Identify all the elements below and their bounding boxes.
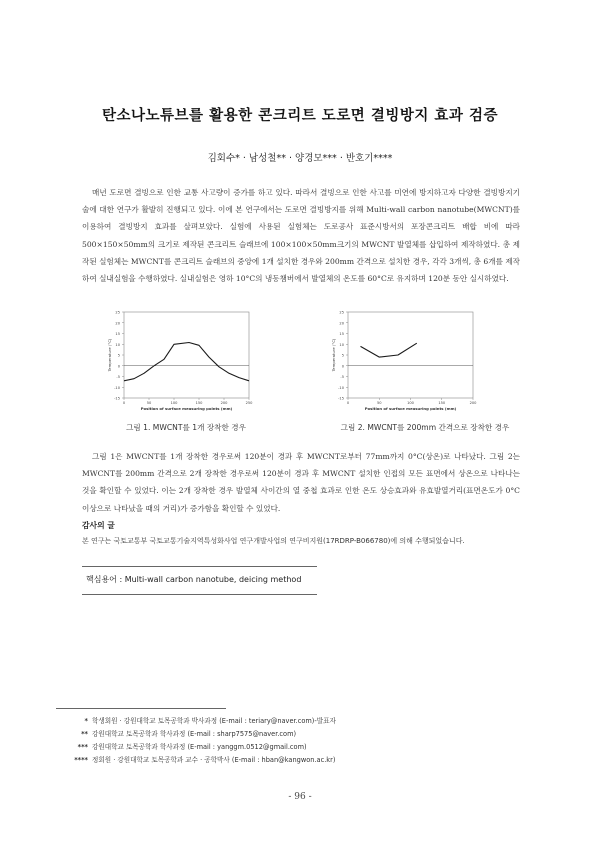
x-tick-label: 200	[220, 401, 228, 405]
y-tick-label: 0	[341, 364, 344, 369]
keywords-bottom-rule	[82, 594, 317, 595]
footnote-item: * 학생회원 · 강원대학교 토목공학과 박사과정 (E-mail : teriary@naver.com)-발표자	[84, 717, 336, 725]
x-tick-label: 0	[122, 401, 126, 405]
y-tick-label: 5	[341, 353, 344, 358]
plot-frame	[348, 312, 473, 398]
x-tick-label: 100	[407, 401, 414, 405]
abstract-paragraph: 매년 도로면 결빙으로 인한 교통 사고량이 증가를 하고 있다. 따라서 결빙으로 인한 사고를 미연에 방지하고자 다양한 결빙방지기술에 대한 연구가 활발히 진행되고 있다. 이에 본 연구에서는 도로면 결빙방지를 위해 Multi-wall carbon nanotube(MWCNT)를 이용하여 결빙방지 효과를 살펴보았다. 실험에 사용된 실험체는 도로공사 표준시방서의 포장콘크리트 배합 비에 따라 500×150×50mm의 크기로 제작된 콘크리트 슬래브에 100×100×50mm크기의 MWCNT 발열체를 삽입하여 제작하였다. 총 제작된 실험체는 MWCNT를 콘크리트 슬래브의 중앙에 1개 설치한 경우와 200mm 간격으로 설치한 경우, 각각 3개씩, 총 6개를 제작하여 실내실험을 수행하였다. 실내실험은 영하 10°C의 냉동챔버에서 발열체의 온도를 60°C로 유지하며 120분 동안 실시하였다.	[82, 188, 520, 284]
footnote-item: *** 강원대학교 토목공학과 학사과정 (E-mail : yanggm.0512@gmail.com)	[77, 743, 307, 751]
keywords-top-rule	[82, 566, 317, 567]
y-tick-label: -15	[114, 396, 120, 401]
y-tick-label: 20	[339, 321, 344, 326]
footnote-rule	[56, 708, 226, 709]
y-tick-label: 10	[115, 342, 120, 347]
y-axis-label: Temperature (°C)	[107, 338, 112, 372]
y-tick-label: -5	[340, 375, 344, 379]
figure-2-svg	[330, 306, 480, 416]
series-line	[361, 343, 417, 357]
x-tick-label: 0	[346, 401, 350, 405]
x-tick-label: 150	[195, 401, 203, 405]
footnote-list	[56, 715, 536, 767]
y-tick-label: 20	[115, 321, 120, 326]
x-axis-label: Position of surface measuring points (mm)	[364, 406, 457, 411]
plot-frame	[124, 312, 249, 398]
footnote-item: **** 정회원 · 강원대학교 토목공학과 교수 · 공학박사 (E-mail : hban@kangwon.ac.kr)	[74, 756, 336, 764]
y-tick-label: -5	[116, 375, 120, 379]
x-tick-label: 50	[376, 401, 382, 405]
author-list: 김회수* · 남성철** · 양경모*** · 반호기****	[207, 153, 393, 164]
x-tick-label: 150	[438, 401, 446, 405]
x-tick-label: 100	[170, 401, 178, 405]
x-tick-label: 50	[146, 401, 152, 405]
y-tick-label: -10	[114, 385, 120, 390]
acknowledgement-heading: 감사의 글	[82, 521, 115, 530]
results-paragraph: 그림 1은 MWCNT를 1개 장착한 경우로써 120분이 경과 후 MWCNT로부터 77mm까지 0°C(상온)로 나타났다. 그림 2는 MWCNT를 200mm 간격으로 2개 장착한 경우로써 120분이 경과 후 MWCNT 설치한 인접의 모든 표면에서 상온으로 나타나는 것을 확인할 수 있었다. 이는 2개 장착한 경우 발열체 사이간의 열 중첩 효과로 인한 온도 상승효과와 유효발열거리(표면온도가 0°C이상으로 나타났을 때의 거리)가 증가함을 확인할 수 있었다.	[82, 452, 520, 513]
acknowledgement-text: 본 연구는 국토교통부 국토교통기술지역특성화사업 연구개발사업의 연구비지원(17RDRP-B066780)에 의해 수행되었습니다.	[82, 537, 465, 545]
y-tick-label: 0	[117, 364, 120, 369]
footnote-item: ** 강원대학교 토목공학과 학사과정 (E-mail : sharp7575@naver.com)	[81, 730, 297, 738]
figure-1-caption: 그림 1. MWCNT를 1개 장착한 경우	[126, 423, 246, 432]
page-number: - 96 -	[288, 792, 312, 802]
y-tick-label: -15	[338, 396, 344, 401]
y-tick-label: 25	[115, 310, 120, 315]
x-tick-label: 200	[469, 401, 477, 405]
paper-title: 탄소나노튜브를 활용한 콘크리트 도로면 결빙방지 효과 검증	[102, 108, 498, 124]
figure-1-chart	[106, 306, 256, 416]
x-tick-label: 250	[245, 401, 253, 405]
y-tick-label: 5	[117, 353, 120, 358]
keywords: 핵심용어 : Multi-wall carbon nanotube, deicing method	[86, 575, 302, 584]
y-axis-label: Temperature (°C)	[331, 338, 336, 372]
y-tick-label: 25	[339, 310, 344, 315]
series-line	[124, 343, 249, 381]
y-tick-label: 10	[339, 342, 344, 347]
y-tick-label: -10	[338, 385, 344, 390]
figure-1-svg	[106, 306, 256, 416]
y-tick-label: 15	[339, 332, 344, 336]
figure-2-chart	[330, 306, 480, 416]
x-axis-label: Position of surface measuring points (mm)	[140, 406, 233, 411]
y-tick-label: 15	[115, 332, 120, 336]
figure-2-caption: 그림 2. MWCNT를 200mm 간격으로 장착한 경우	[340, 423, 510, 432]
